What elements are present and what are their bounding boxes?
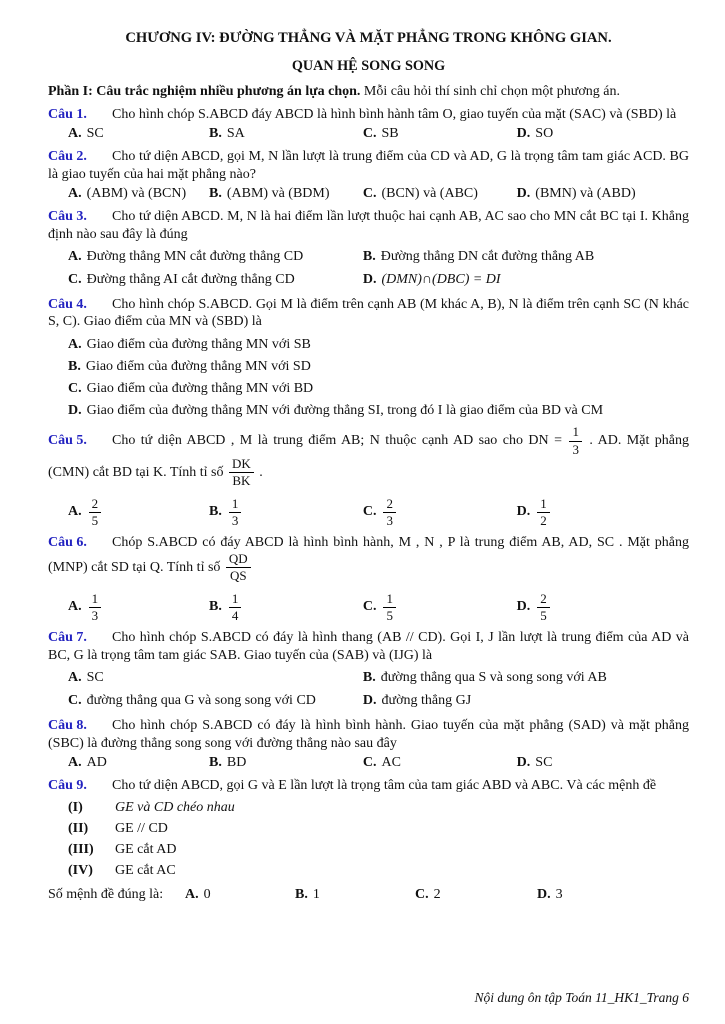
option-text: SC bbox=[535, 754, 553, 770]
option bbox=[48, 592, 189, 624]
question-2 bbox=[48, 148, 689, 202]
statement-item bbox=[48, 842, 689, 858]
option-text: BD bbox=[226, 754, 247, 770]
fraction bbox=[89, 497, 102, 529]
option bbox=[48, 403, 689, 419]
option-key: C. bbox=[68, 381, 82, 397]
question-2-body: Cho tứ diện ABCD, gọi M, N lần lượt là trung điểm của CD và AD, G là trọng tâm tam giác ACD. BG là giao tuyến của hai mặt phẳng nào? bbox=[48, 148, 689, 182]
option-text: đường thẳng qua S và song song với AB bbox=[380, 670, 607, 686]
fraction-denominator: 3 bbox=[386, 512, 393, 528]
question-5-label: Câu 5. bbox=[48, 433, 87, 449]
fraction bbox=[383, 497, 396, 529]
fraction-numerator: 2 bbox=[89, 497, 102, 513]
question-3-options-row-1 bbox=[48, 246, 689, 267]
option-key: A. bbox=[68, 185, 82, 201]
statement-text: GE // CD bbox=[115, 820, 168, 836]
question-7-options-row-1 bbox=[48, 667, 689, 688]
option bbox=[48, 497, 189, 529]
fraction bbox=[383, 592, 396, 624]
option-key: D. bbox=[516, 125, 531, 141]
question-7 bbox=[48, 629, 689, 711]
option bbox=[497, 497, 689, 529]
option-key: A. bbox=[68, 754, 82, 770]
question-2-text bbox=[48, 148, 689, 184]
answer-row-label: Số mệnh đề đúng là: bbox=[48, 886, 164, 902]
option-key: A. bbox=[68, 248, 82, 264]
option-text: SO bbox=[535, 125, 554, 141]
option-key: C. bbox=[415, 886, 429, 902]
option-text: SA bbox=[226, 125, 245, 141]
fraction-denominator: 3 bbox=[231, 512, 239, 528]
fraction-numerator: 1 bbox=[229, 497, 242, 513]
fraction-numerator: 1 bbox=[537, 497, 550, 513]
fraction-denominator: 3 bbox=[572, 441, 579, 457]
question-6-text bbox=[48, 534, 689, 584]
part-heading-bold: Phần I: Câu trắc nghiệm nhiều phương án lựa chọn. bbox=[48, 84, 361, 99]
question-6-body: Chóp S.ABCD có đáy ABCD là hình bình hành, M , N , P là trung điểm AB, AD, SC . Mặt phẳng (MNP) cắt SD tại Q. Tính tỉ số bbox=[48, 535, 689, 576]
option bbox=[415, 887, 537, 903]
option-text: (BMN) và (ABD) bbox=[535, 185, 636, 201]
question-9-label: Câu 9. bbox=[48, 777, 87, 793]
question-2-options bbox=[48, 186, 689, 202]
option bbox=[48, 755, 189, 771]
question-8-options bbox=[48, 755, 689, 771]
option-key: D. bbox=[68, 403, 82, 419]
option-text: Giao điểm của đường thẳng MN với BD bbox=[86, 381, 314, 397]
option-key: D. bbox=[362, 693, 377, 709]
option bbox=[48, 186, 189, 202]
fraction-denominator: 3 bbox=[91, 607, 99, 623]
option bbox=[189, 186, 343, 202]
option bbox=[343, 497, 497, 529]
statement-text: GE và CD chéo nhau bbox=[115, 799, 235, 815]
option-text: (ABM) và (BDM) bbox=[226, 185, 330, 201]
option bbox=[189, 592, 343, 624]
option bbox=[343, 126, 497, 142]
option bbox=[48, 246, 343, 267]
statement-key: (II) bbox=[68, 820, 89, 836]
question-3-label: Câu 3. bbox=[48, 208, 87, 224]
option-key: A. bbox=[68, 599, 82, 615]
option-key: B. bbox=[209, 504, 222, 520]
option-text: (DMN)∩(DBC) = DI bbox=[381, 271, 501, 287]
statement-text: GE cắt AD bbox=[115, 841, 177, 857]
option-key: D. bbox=[362, 271, 377, 287]
fraction-denominator: 4 bbox=[231, 607, 239, 623]
statement-item bbox=[48, 800, 689, 816]
option-text: 0 bbox=[203, 886, 211, 902]
question-8-label: Câu 8. bbox=[48, 718, 87, 734]
fraction bbox=[229, 457, 254, 489]
question-2-label: Câu 2. bbox=[48, 148, 87, 164]
option-text: 1 bbox=[312, 886, 320, 902]
question-9-text bbox=[48, 777, 689, 795]
option-text: đường thẳng GJ bbox=[381, 693, 472, 709]
fraction bbox=[569, 425, 582, 457]
option bbox=[343, 592, 497, 624]
option-key: C. bbox=[68, 271, 82, 287]
option-key: B. bbox=[209, 185, 222, 201]
footer-page-note: Nội dung ôn tập Toán 11_HK1_Trang 6 bbox=[474, 990, 689, 1005]
option-text: 3 bbox=[555, 886, 563, 902]
fraction bbox=[89, 592, 102, 624]
option bbox=[497, 755, 689, 771]
fraction bbox=[229, 592, 242, 624]
option-key: D. bbox=[516, 754, 531, 770]
option bbox=[343, 186, 497, 202]
statement-key: (IV) bbox=[68, 862, 93, 878]
option-text: 2 bbox=[433, 886, 441, 902]
option-text: AC bbox=[381, 754, 401, 770]
question-1 bbox=[48, 106, 689, 142]
fraction-denominator: 5 bbox=[540, 607, 547, 623]
statement-key: (III) bbox=[68, 841, 94, 857]
option bbox=[343, 246, 689, 267]
question-6-options bbox=[48, 592, 689, 624]
question-8-body: Cho hình chóp S.ABCD có đáy là hình bình hành. Giao tuyến của mặt phẳng (SAD) và mặt phẳng (SBC) là đường thẳng song song với đường thẳng nào sau đây bbox=[48, 718, 689, 751]
option-key: A. bbox=[68, 125, 82, 141]
fraction-denominator: 5 bbox=[91, 512, 99, 528]
fraction-numerator: 1 bbox=[89, 592, 102, 608]
option-text: SB bbox=[381, 125, 399, 141]
question-8-text bbox=[48, 717, 689, 753]
statement-item bbox=[48, 863, 689, 879]
option bbox=[295, 887, 415, 903]
option bbox=[48, 126, 189, 142]
question-1-text bbox=[48, 106, 689, 124]
question-7-body: Cho hình chóp S.ABCD có đáy là hình thang (AB // CD). Gọi I, J lần lượt là trung điểm của AD và BC, G là trọng tâm tam giác SAB. Giao tuyến của (SAB) và (IJG) là bbox=[48, 630, 689, 664]
option bbox=[48, 381, 689, 397]
option-text: SC bbox=[86, 125, 104, 141]
option-text: SC bbox=[86, 670, 104, 686]
option-key: A. bbox=[68, 670, 82, 686]
fraction-denominator: QS bbox=[229, 568, 247, 584]
question-6 bbox=[48, 534, 689, 623]
option-key: A. bbox=[68, 504, 82, 520]
question-9 bbox=[48, 777, 689, 903]
option bbox=[343, 690, 689, 711]
option-text: Đường thẳng MN cắt đường thẳng CD bbox=[86, 248, 304, 264]
option-key: B. bbox=[209, 125, 222, 141]
statement-text: GE cắt AC bbox=[115, 862, 176, 878]
option bbox=[48, 690, 343, 711]
fraction bbox=[229, 497, 242, 529]
option-text: Đường thẳng DN cắt đường thẳng AB bbox=[380, 248, 595, 264]
fraction bbox=[537, 592, 550, 624]
option-key: B. bbox=[209, 599, 222, 615]
fraction-numerator: 1 bbox=[229, 592, 242, 608]
option-text: Giao điểm của đường thẳng MN với SD bbox=[85, 359, 311, 375]
question-7-options-row-2 bbox=[48, 690, 689, 711]
question-1-options bbox=[48, 126, 689, 142]
option-key: D. bbox=[516, 185, 531, 201]
option-key: B. bbox=[68, 359, 81, 375]
fraction bbox=[537, 497, 550, 529]
option bbox=[497, 592, 689, 624]
option-key: B. bbox=[295, 886, 308, 902]
option bbox=[189, 755, 343, 771]
option-text: AD bbox=[86, 754, 107, 770]
fraction-denominator: 5 bbox=[386, 607, 393, 623]
fraction-denominator: 2 bbox=[540, 512, 547, 528]
fraction-numerator: 2 bbox=[537, 592, 550, 608]
option-text: đường thẳng qua G và song song với CD bbox=[86, 693, 316, 709]
question-7-label: Câu 7. bbox=[48, 630, 87, 646]
fraction-denominator: BK bbox=[232, 473, 251, 489]
doc-subtitle: QUAN HỆ SONG SONG bbox=[291, 58, 446, 74]
option bbox=[343, 667, 689, 688]
question-3 bbox=[48, 208, 689, 290]
fraction-numerator: QD bbox=[226, 552, 251, 568]
fraction bbox=[226, 552, 251, 584]
question-5-options bbox=[48, 497, 689, 529]
option-key: C. bbox=[362, 185, 377, 201]
doc-title: CHƯƠNG IV: ĐƯỜNG THẲNG VÀ MẶT PHẲNG TRONG KHÔNG GIAN. bbox=[125, 30, 612, 46]
question-5-body-3: . bbox=[255, 464, 263, 480]
question-8 bbox=[48, 717, 689, 771]
option-key: C. bbox=[362, 125, 377, 141]
option-key: D. bbox=[537, 886, 551, 902]
option-text: (BCN) và (ABC) bbox=[381, 185, 478, 201]
question-1-label: Câu 1. bbox=[48, 107, 87, 122]
question-6-label: Câu 6. bbox=[48, 535, 87, 551]
option bbox=[343, 269, 689, 290]
option bbox=[343, 755, 497, 771]
question-5-body: Cho tứ diện ABCD , M là trung điểm AB; N thuộc cạnh AD sao cho DN = bbox=[112, 433, 568, 449]
option-key: C. bbox=[362, 599, 377, 615]
option bbox=[185, 887, 295, 903]
option-text: Giao điểm của đường thẳng MN với SB bbox=[86, 337, 311, 353]
statement-key: (I) bbox=[68, 799, 83, 815]
option-key: D. bbox=[516, 504, 531, 520]
part-heading-rest: Mỗi câu hỏi thí sinh chỉ chọn một phương án. bbox=[360, 84, 620, 99]
fraction-numerator: 1 bbox=[569, 425, 582, 441]
question-4-label: Câu 4. bbox=[48, 296, 87, 312]
question-9-answer-row bbox=[48, 887, 689, 903]
question-7-text bbox=[48, 629, 689, 665]
statement-item bbox=[48, 821, 689, 837]
question-4-text bbox=[48, 296, 689, 332]
fraction-numerator: 2 bbox=[383, 497, 396, 513]
fraction-numerator: DK bbox=[229, 457, 254, 473]
question-5 bbox=[48, 425, 689, 528]
option-key: C. bbox=[362, 754, 377, 770]
question-9-body: Cho tứ diện ABCD, gọi G và E lần lượt là trọng tâm của tam giác ABD và ABC. Và các mệnh đề bbox=[112, 777, 657, 793]
option bbox=[537, 887, 689, 903]
option-text: Đường thẳng AI cắt đường thẳng CD bbox=[86, 271, 295, 287]
option bbox=[497, 126, 689, 142]
option-key: A. bbox=[68, 337, 82, 353]
option bbox=[48, 337, 689, 353]
question-3-body: Cho tứ diện ABCD. M, N là hai điểm lần lượt thuộc hai cạnh AB, AC sao cho MN cắt BC tại I. Khẳng định nào sau đây là đúng bbox=[48, 208, 689, 242]
question-5-text bbox=[48, 425, 689, 488]
option-text: Giao điểm của đường thẳng MN với đường thẳng SI, trong đó I là giao điểm của BD và CM bbox=[86, 403, 604, 419]
option-key: A. bbox=[185, 886, 199, 902]
question-5-body-2: . AD. Mặt phẳng (CMN) cắt BD tại K. Tính tỉ số bbox=[48, 433, 689, 480]
part-heading bbox=[48, 84, 689, 100]
question-3-options-row-2 bbox=[48, 269, 689, 290]
question-1-body: Cho hình chóp S.ABCD đáy ABCD là hình bình hành tâm O, giao tuyến của mặt (SAC) và (SBD) là bbox=[112, 107, 677, 122]
option-key: B. bbox=[362, 670, 376, 686]
option bbox=[189, 126, 343, 142]
option-key: C. bbox=[68, 693, 82, 709]
fraction-numerator: 1 bbox=[383, 592, 396, 608]
option bbox=[497, 186, 689, 202]
option-key: B. bbox=[362, 248, 376, 264]
question-3-text bbox=[48, 208, 689, 244]
option bbox=[189, 497, 343, 529]
question-4-body: Cho hình chóp S.ABCD. Gọi M là điểm trên cạnh AB (M khác A, B), N là điểm trên cạnh SC (N khác S, C). Giao điểm của MN và (SBD) là bbox=[48, 296, 689, 330]
option-key: B. bbox=[209, 754, 222, 770]
option bbox=[48, 269, 343, 290]
question-4 bbox=[48, 296, 689, 420]
option-key: C. bbox=[362, 504, 377, 520]
option-text: (ABM) và (BCN) bbox=[86, 185, 187, 201]
option-key: D. bbox=[516, 599, 531, 615]
option bbox=[48, 667, 343, 688]
option bbox=[48, 359, 689, 375]
